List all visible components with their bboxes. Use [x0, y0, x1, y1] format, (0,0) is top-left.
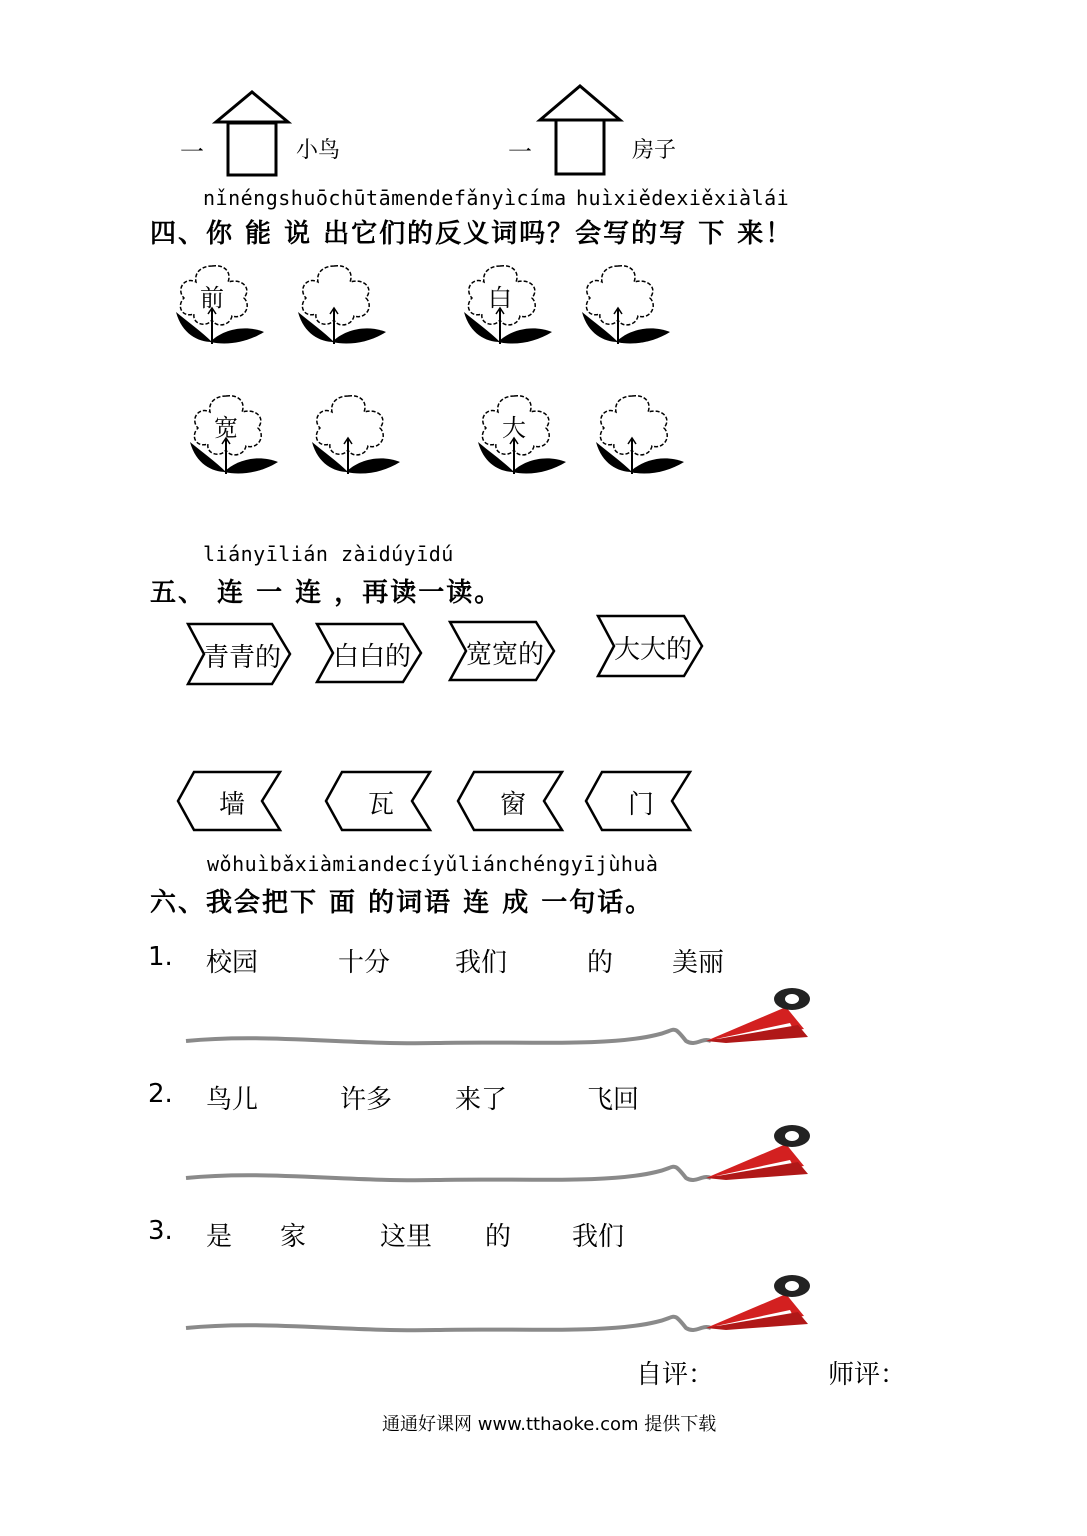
word: 来了 — [455, 1085, 508, 1115]
section4-heading: 四、你 能 说 出它们的反义词吗？会写的写 下 来！ — [150, 219, 794, 249]
pinyin-section5: liányīlián zàidúyīdú — [203, 542, 454, 566]
word: 许多 — [340, 1085, 393, 1115]
sentence-number: 2. — [148, 1079, 173, 1109]
sentence-number: 3. — [148, 1216, 173, 1246]
flower-item — [592, 392, 692, 484]
flower-icon — [294, 262, 394, 354]
flower-item — [460, 262, 560, 354]
flower-character: 大 — [502, 414, 526, 442]
word: 这里 — [380, 1222, 433, 1252]
word: 是 — [206, 1222, 233, 1252]
adjective-word: 大大的 — [613, 635, 692, 665]
flower-item — [578, 262, 678, 354]
flower-icon — [578, 262, 678, 354]
noun-word: 门 — [627, 790, 654, 820]
teacher-evaluation-label: 师评： — [828, 1360, 907, 1390]
word: 校园 — [206, 948, 259, 978]
flower-item — [294, 262, 394, 354]
footer-text: 通通好课网 www.tthaoke.com 提供下载 — [382, 1414, 717, 1435]
dash-2: 一 — [508, 138, 532, 166]
word: 的 — [485, 1222, 512, 1252]
house-box-2 — [540, 86, 630, 176]
house-box-1 — [212, 90, 302, 180]
sentence-number: 1. — [148, 942, 173, 972]
noun-word: 墙 — [218, 790, 245, 820]
word-xiaoniao: 小鸟 — [296, 138, 341, 163]
word: 的 — [587, 948, 614, 978]
flower-item — [308, 392, 408, 484]
adjective-word: 青青的 — [202, 643, 281, 673]
noun-word: 瓦 — [367, 790, 394, 820]
pinyin-section4-a: nǐnéngshuōchūtāmendefǎnyìcíma — [203, 186, 567, 210]
flower-icon — [308, 392, 408, 484]
section5-heading: 五、 连 一 连 ，再读一读。 — [150, 578, 503, 608]
word: 飞回 — [587, 1085, 640, 1115]
word: 美丽 — [672, 948, 725, 978]
dash-1: 一 — [180, 138, 204, 166]
flower-icon — [592, 392, 692, 484]
word: 十分 — [338, 948, 391, 978]
adjective-word: 白白的 — [332, 642, 411, 672]
flower-character: 前 — [200, 284, 224, 312]
pinyin-section6: wǒhuìbǎxiàmiandecíyǔliánchéngyījùhuà — [207, 852, 659, 876]
word: 我们 — [455, 948, 508, 978]
flower-character: 白 — [488, 284, 512, 312]
pencil-line-icon — [186, 1272, 826, 1342]
flower-item — [186, 392, 286, 484]
adjective-word: 宽宽的 — [465, 640, 544, 670]
flower-item — [172, 262, 272, 354]
pencil-line-icon — [186, 1122, 826, 1192]
word: 家 — [280, 1222, 307, 1252]
pencil-line-icon — [186, 985, 826, 1055]
section6-heading: 六、我会把下 面 的词语 连 成 一句话。 — [150, 888, 654, 918]
word: 鸟儿 — [206, 1085, 259, 1115]
noun-word: 窗 — [499, 790, 526, 820]
word-fangzi: 房子 — [632, 138, 677, 163]
self-evaluation-label: 自评： — [636, 1360, 715, 1390]
flower-item — [474, 392, 574, 484]
word: 我们 — [572, 1222, 625, 1252]
flower-character: 宽 — [214, 414, 238, 442]
pinyin-section4-b: huìxiědexiěxiàlái — [576, 186, 790, 210]
